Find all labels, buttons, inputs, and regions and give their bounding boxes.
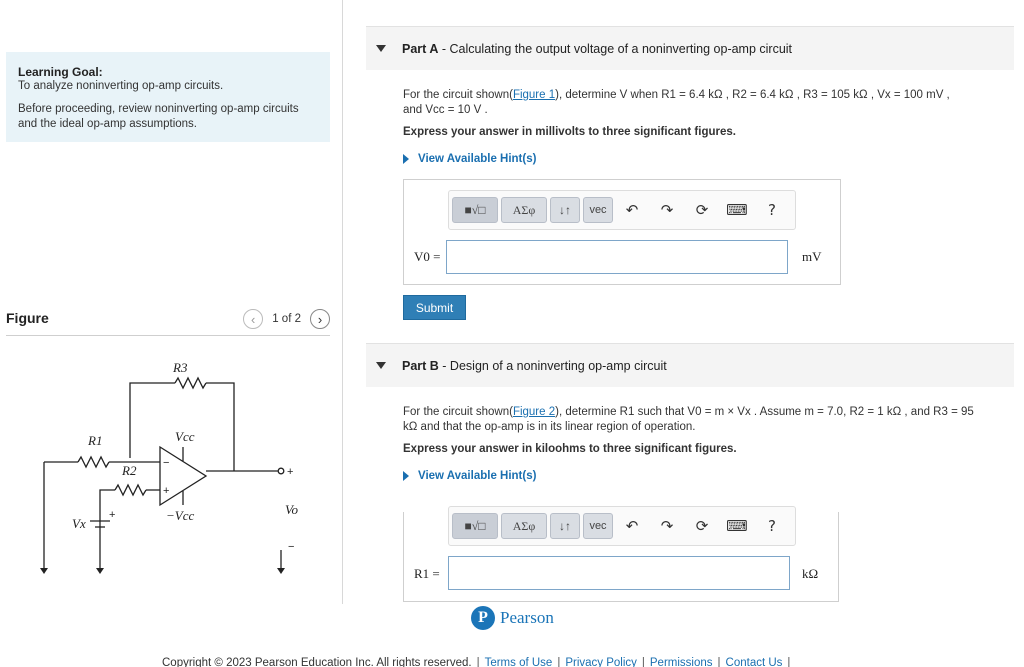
vector-button[interactable]: vec <box>583 513 613 539</box>
resistor-r1 <box>78 457 109 467</box>
part-a-unit: mV <box>802 249 822 264</box>
undo-icon[interactable]: ↶ <box>625 201 639 219</box>
equation-toolbar <box>448 506 796 546</box>
part-b-hint-link[interactable]: View Available Hint(s) <box>403 470 536 482</box>
part-b-unit: kΩ <box>802 566 819 581</box>
part-b-title-text: - Design of a noninverting op-amp circuit <box>438 358 667 373</box>
greek-symbols-button[interactable]: ΑΣφ <box>501 197 547 223</box>
label-opamp-plus: + <box>163 485 170 497</box>
learning-goal-text: To analyze noninverting op-amp circuits. <box>18 80 224 92</box>
part-b-answer-input[interactable] <box>448 556 790 590</box>
templates-button[interactable]: ■√□ <box>452 513 498 539</box>
label-out-plus: + <box>287 466 294 478</box>
footer: Copyright © 2023 Pearson Education Inc. All rights reserved. | Terms of Use | Privacy Policy | Permissions | Contact Us | <box>162 657 791 667</box>
vector-button[interactable]: vec <box>583 197 613 223</box>
label-batt-plus: + <box>109 509 116 521</box>
subscript-button[interactable]: ↓↑ <box>550 513 580 539</box>
label-vx: Vx <box>72 516 86 531</box>
label-r1: R1 <box>88 433 103 448</box>
reset-icon[interactable]: ⟳ <box>695 517 709 535</box>
permissions-link[interactable]: Permissions <box>649 657 713 667</box>
keyboard-icon[interactable]: ⌨ <box>726 201 748 219</box>
learning-goal-review-2: and the ideal op-amp assumptions. <box>18 118 197 130</box>
help-icon[interactable]: ? <box>768 517 776 535</box>
resistor-r3 <box>175 378 206 388</box>
circuit-diagram <box>30 350 330 590</box>
label-vo: Vo <box>285 502 298 517</box>
label-r3: R3 <box>173 360 188 375</box>
privacy-link[interactable]: Privacy Policy <box>565 657 637 667</box>
figure-header <box>6 308 330 336</box>
figure-title: Figure <box>6 310 49 326</box>
subscript-button[interactable]: ↓↑ <box>550 197 580 223</box>
templates-button[interactable]: ■√□ <box>452 197 498 223</box>
pearson-logo-icon: P <box>471 606 495 630</box>
part-b <box>366 0 1014 610</box>
caret-right-icon <box>403 471 409 481</box>
part-a-label: Part A <box>402 41 439 56</box>
reset-icon[interactable]: ⟳ <box>695 201 709 219</box>
label-neg-vcc: −Vcc <box>166 508 195 523</box>
learning-goal-box <box>6 52 330 142</box>
learning-goal-review: Before proceeding, review noninverting op-amp circuits <box>18 103 299 115</box>
resistor-r2 <box>115 485 146 495</box>
part-b-answer-box <box>403 512 839 602</box>
left-panel <box>0 0 342 667</box>
figure-1-link[interactable]: Figure 1 <box>512 89 556 101</box>
part-a-instructions: Express your answer in millivolts to three significant figures. <box>403 126 736 138</box>
contact-link[interactable]: Contact Us <box>725 657 783 667</box>
pearson-logo <box>471 606 554 630</box>
chevron-left-icon[interactable]: ‹ <box>243 309 263 329</box>
part-b-question: For the circuit shown(Figure 2), determine R1 such that V0 = m × Vx . Assume m = 7.0, R2 = 1 kΩ , and R3 = 95 kΩ and that the op-amp is in its linear region of operation. <box>403 406 974 433</box>
submit-button[interactable]: Submit <box>403 295 466 320</box>
chevron-right-icon[interactable]: › <box>310 309 330 329</box>
label-out-minus: − <box>288 541 295 553</box>
part-b-instructions: Express your answer in kiloohms to three significant figures. <box>403 443 737 455</box>
label-opamp-minus: − <box>163 457 170 469</box>
redo-icon[interactable]: ↷ <box>660 517 674 535</box>
figure-pager <box>243 309 330 329</box>
help-icon[interactable]: ? <box>768 201 776 219</box>
label-r2: R2 <box>122 463 137 478</box>
figure-page-indicator: 1 of 2 <box>272 313 301 325</box>
undo-icon[interactable]: ↶ <box>625 517 639 535</box>
label-vcc: Vcc <box>175 429 195 444</box>
copyright-text: Copyright © 2023 Pearson Education Inc. All rights reserved. <box>162 657 472 667</box>
greek-symbols-button[interactable]: ΑΣφ <box>501 513 547 539</box>
part-b-label: Part B <box>402 358 439 373</box>
part-a-title-text: - Calculating the output voltage of a noninverting op-amp circuit <box>438 41 793 56</box>
learning-goal-title: Learning Goal: <box>18 65 103 79</box>
part-b-variable-label: R1 = <box>414 566 440 581</box>
figure-2-link[interactable]: Figure 2 <box>512 406 556 418</box>
part-a-question: For the circuit shown(Figure 1), determine V when R1 = 6.4 kΩ , R2 = 6.4 kΩ , R3 = 105 kΩ , Vx = 100 mV , and Vcc = 10 V . <box>403 89 950 116</box>
terms-link[interactable]: Terms of Use <box>484 657 553 667</box>
part-a-hint-link[interactable]: View Available Hint(s) <box>403 153 536 165</box>
panel-divider <box>342 0 343 604</box>
pearson-brand-name: Pearson <box>500 608 554 627</box>
redo-icon[interactable]: ↷ <box>660 201 674 219</box>
keyboard-icon[interactable]: ⌨ <box>726 517 748 535</box>
part-a-variable-label: V0 = <box>414 249 441 264</box>
